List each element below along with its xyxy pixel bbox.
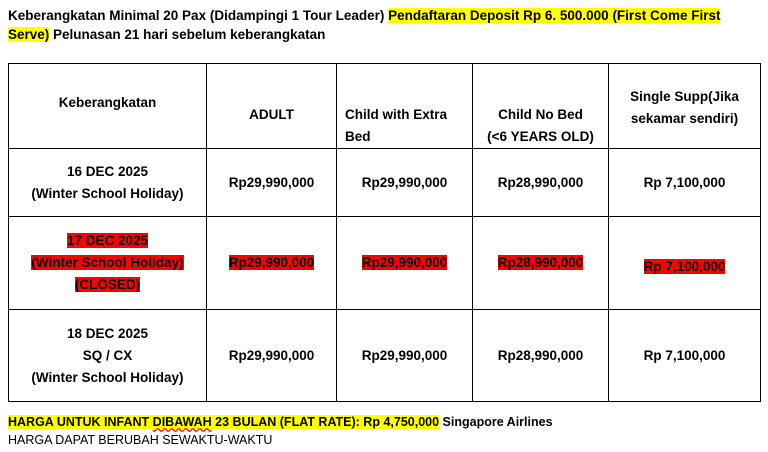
child-no-bed-price: Rp28,990,000 xyxy=(473,149,609,217)
infant-price xyxy=(8,415,439,429)
closed-status: (CLOSED) xyxy=(74,277,141,292)
header-child-no-bed-line1: Child No Bed xyxy=(498,107,583,122)
child-extra-bed-price: Rp29,990,000 xyxy=(337,149,473,217)
departure-cell xyxy=(9,217,207,310)
departure-cell xyxy=(9,310,207,402)
departure-date: 18 DEC 2025 xyxy=(66,325,149,341)
header-adult: ADULT xyxy=(207,64,337,149)
departure-airline: SQ / CX xyxy=(82,347,133,363)
departure-note: (Winter School Holiday) xyxy=(31,185,184,201)
single-supp-price: Rp 7,100,000 xyxy=(643,259,726,274)
header-child-no-bed-line2: (<6 YEARS OLD) xyxy=(487,129,594,144)
price-table xyxy=(8,63,761,402)
header-single-supp xyxy=(609,64,761,149)
child-no-bed-price: Rp28,990,000 xyxy=(473,310,609,402)
header-single-supp-line1: Single Supp(Jika xyxy=(630,89,739,104)
table-header-row xyxy=(9,64,761,149)
child-extra-bed-price: Rp29,990,000 xyxy=(361,255,448,270)
header-payment: Pelunasan 21 hari sebelum keberangkatan xyxy=(53,27,326,42)
header-deposit: Pendaftaran Deposit Rp 6. 500.000 (First Come First Serve) xyxy=(8,8,721,42)
departure-date: 16 DEC 2025 xyxy=(66,163,149,179)
adult-price: Rp29,990,000 xyxy=(207,149,337,217)
child-no-bed-price: Rp28,990,000 xyxy=(497,255,584,270)
header-single-supp-line2: sekamar sendiri) xyxy=(630,111,739,126)
departure-note: (Winter School Holiday) xyxy=(31,255,184,270)
header-child-extra-bed xyxy=(337,64,473,149)
table-row-closed xyxy=(9,217,761,310)
table-row xyxy=(9,149,761,217)
price-disclaimer: HARGA DAPAT BERUBAH SEWAKTU-WAKTU xyxy=(8,433,273,447)
header-child-extra-bed-line1: Child with Extra xyxy=(345,107,448,122)
header-notes xyxy=(8,6,760,44)
header-departure: Keberangkatan xyxy=(9,64,207,149)
adult-price: Rp29,990,000 xyxy=(207,310,337,402)
infant-word: DIBAWAH xyxy=(152,415,212,429)
table-row xyxy=(9,310,761,402)
infant-price-note xyxy=(8,415,553,429)
departure-date: 17 DEC 2025 xyxy=(66,233,149,248)
infant-prefix: HARGA UNTUK INFANT xyxy=(8,415,153,429)
departure-cell xyxy=(9,149,207,217)
header-child-extra-bed-line2: Bed xyxy=(345,129,371,144)
single-supp-price: Rp 7,100,000 xyxy=(609,149,761,217)
header-child-no-bed xyxy=(473,64,609,149)
child-extra-bed-price: Rp29,990,000 xyxy=(337,310,473,402)
departure-note: (Winter School Holiday) xyxy=(31,369,184,385)
adult-price: Rp29,990,000 xyxy=(228,255,315,270)
infant-suffix: 23 BULAN (FLAT RATE): Rp 4,750,000 xyxy=(211,415,440,429)
header-min-pax: Keberangkatan Minimal 20 Pax (Didampingi 1 Tour Leader) xyxy=(8,8,385,23)
single-supp-price: Rp 7,100,000 xyxy=(609,310,761,402)
airline-name: Singapore Airlines xyxy=(442,415,553,429)
